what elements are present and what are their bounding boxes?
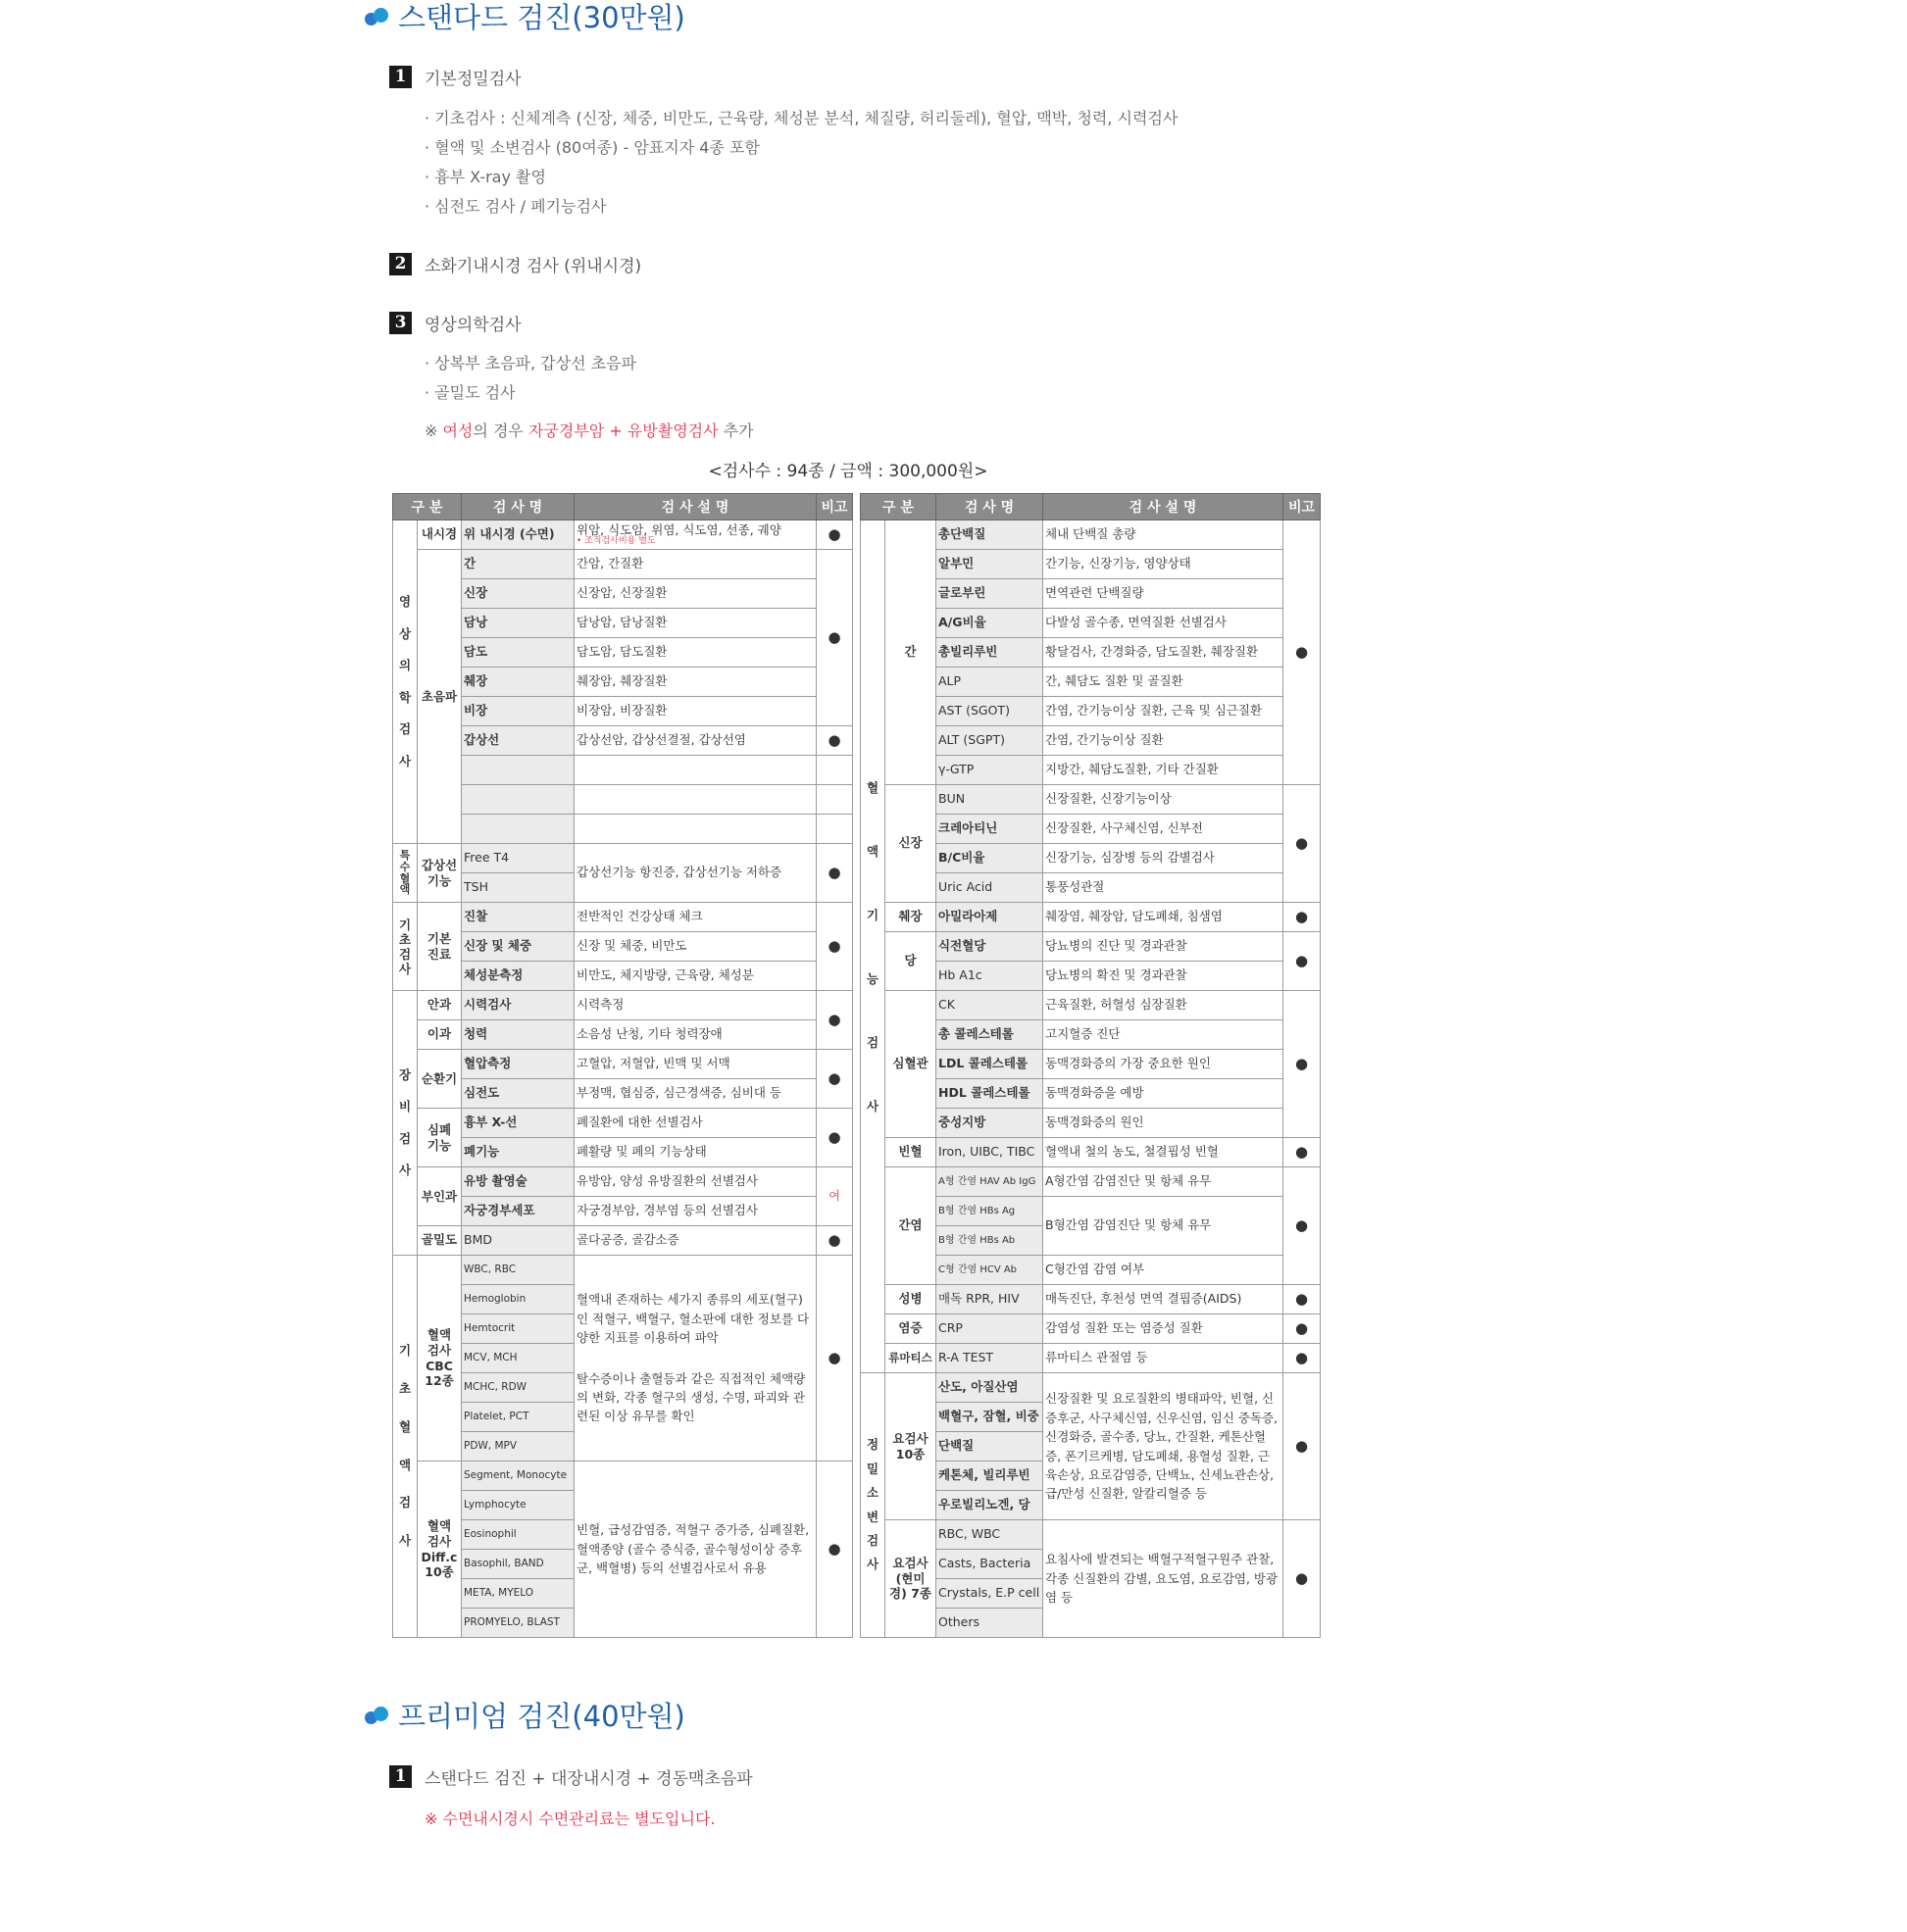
test-desc: 갑상선암, 갑상선결절, 갑상선염 (575, 726, 817, 756)
women-note: ※ 여성의 경우 자궁경부암 + 유방촬영검사 추가 (425, 421, 754, 440)
remark-mark: ● (817, 726, 853, 756)
test-name: 시력검사 (462, 991, 575, 1020)
test-desc: 신장질환, 신장기능이상 (1043, 785, 1283, 815)
test-desc: 신장암, 신장질환 (575, 579, 817, 609)
cat: 간 (885, 520, 936, 785)
test-desc: 췌장염, 췌장암, 담도폐쇄, 침샘염 (1043, 903, 1283, 932)
test-desc: 류마티스 관절염 등 (1043, 1344, 1283, 1373)
cat: 부인과 (418, 1167, 462, 1226)
cat: 심혈관 (885, 991, 936, 1138)
test-name: RBC, WBC (936, 1520, 1043, 1550)
test-name: Basophil, BAND (462, 1550, 575, 1579)
test-name: TSH (462, 873, 575, 903)
test-desc: 황달검사, 간경화증, 담도질환, 췌장질환 (1043, 638, 1283, 668)
test-desc: 위암, 식도암, 위염, 식도염, 선종, 궤양 • 조직검사비용 별도 (575, 520, 817, 550)
test-name: 우로빌리노겐, 당 (936, 1491, 1043, 1520)
cat: 췌장 (885, 903, 936, 932)
th-name: 검 사 명 (462, 494, 575, 520)
test-name: C형 간염 HCV Ab (936, 1256, 1043, 1285)
test-desc: 담도암, 담도질환 (575, 638, 817, 668)
cat: 골밀도 (418, 1226, 462, 1256)
test-desc: 당뇨병의 진단 및 경과관찰 (1043, 932, 1283, 962)
test-name: 유방 촬영술 (462, 1167, 575, 1197)
test-name: HDL 콜레스테롤 (936, 1079, 1043, 1109)
th-category: 구 분 (861, 494, 936, 520)
test-desc: 동맥경화증의 가장 중요한 원인 (1043, 1050, 1283, 1079)
test-name: Crystals, E.P cell (936, 1579, 1043, 1609)
cat: 초음파 (418, 550, 462, 844)
test-desc: 다발성 골수종, 면역질환 선별검사 (1043, 609, 1283, 638)
test-name: 청력 (462, 1020, 575, 1050)
test-name: Hemtocrit (462, 1314, 575, 1344)
test-desc: 빈혈, 급성감염증, 적혈구 증가증, 심폐질환, 혈액종양 (골수 증식증, 골수형성이상 증후군, 백혈병) 등의 선별검사로서 유용 (575, 1461, 817, 1638)
test-desc: 신장질환 및 요로질환의 병태파악, 빈혈, 신증후군, 사구체신염, 신우신염, 임신 중독증, 신경화증, 골수종, 당뇨, 간질환, 케톤산혈증, 폰기르케병, 담도폐쇄, 용혈성 질환, 근육손상, 요로감염증, 단백뇨, 신세뇨관손상, 급/만성 신질환, 알칼리혈증 등 (1043, 1373, 1283, 1520)
test-desc: 췌장암, 췌장질환 (575, 668, 817, 697)
cat: 내시경 (418, 520, 462, 550)
remark-mark: ● (1283, 1285, 1321, 1314)
remark-mark: ● (817, 903, 853, 991)
test-name: PROMYELO, BLAST (462, 1609, 575, 1638)
test-desc: 혈액내 철의 농도, 철결핍성 빈혈 (1043, 1138, 1283, 1167)
test-name: BMD (462, 1226, 575, 1256)
test-name: ALP (936, 668, 1043, 697)
test-name: 갑상선 (462, 726, 575, 756)
test-desc: 혈액내 존재하는 세가지 종류의 세포(혈구)인 적혈구, 백혈구, 혈소판에 대한 정보를 다양한 지표를 이용하여 파악 탈수증이나 출혈등과 같은 직접적인 체액량의 변화, 각종 혈구의 생성, 수명, 파괴와 관련된 이상 유무를 확인 (575, 1256, 817, 1461)
test-name: 글로부린 (936, 579, 1043, 609)
test-name: 간 (462, 550, 575, 579)
test-desc: 간염, 간기능이상 질환, 근육 및 심근질환 (1043, 697, 1283, 726)
test-desc: 신장기능, 심장병 등의 감별검사 (1043, 844, 1283, 873)
test-name: WBC, RBC (462, 1256, 575, 1285)
test-desc: 담낭암, 담낭질환 (575, 609, 817, 638)
remark-mark: ● (1283, 932, 1321, 991)
test-name: 담도 (462, 638, 575, 668)
cat: 기본 진료 (418, 903, 462, 991)
test-desc: 간기능, 신장기능, 영양상태 (1043, 550, 1283, 579)
test-name: 산도, 아질산염 (936, 1373, 1043, 1403)
test-desc: 부정맥, 협심증, 심근경색증, 심비대 등 (575, 1079, 817, 1109)
left-table (392, 493, 853, 1638)
test-name: A형 간염 HAV Ab IgG (936, 1167, 1043, 1197)
test-desc: 근육질환, 허혈성 심장질환 (1043, 991, 1283, 1020)
right-table (860, 493, 1321, 1638)
remark-mark: ● (1283, 1138, 1321, 1167)
cat: 신장 (885, 785, 936, 903)
test-name: Free T4 (462, 844, 575, 873)
test-desc: 소음성 난청, 기타 청력장애 (575, 1020, 817, 1050)
test-name: 심전도 (462, 1079, 575, 1109)
test-desc: 통풍성관절 (1043, 873, 1283, 903)
bubble-icon (365, 1706, 390, 1725)
test-name: Uric Acid (936, 873, 1043, 903)
standard-title: 스탠다드 검진(30만원) (365, 0, 685, 36)
test-desc: A형간염 감염진단 및 항체 유무 (1043, 1167, 1283, 1197)
remark-mark: ● (817, 1256, 853, 1461)
remark-mark: ● (1283, 1167, 1321, 1285)
test-name: CRP (936, 1314, 1043, 1344)
premium-title: 프리미엄 검진(40만원) (365, 1695, 685, 1735)
test-desc: 간, 췌담도 질환 및 골질환 (1043, 668, 1283, 697)
test-name: 담낭 (462, 609, 575, 638)
th-remark: 비고 (1283, 494, 1321, 520)
test-name: 아밀라아제 (936, 903, 1043, 932)
bullet: · 기초검사 : 신체계측 (신장, 체중, 비만도, 근육량, 체성분 분석, 체질량, 허리둘레), 혈압, 맥박, 청력, 시력검사 (425, 109, 1179, 127)
test-desc: 간암, 간질환 (575, 550, 817, 579)
test-name: 단백질 (936, 1432, 1043, 1461)
test-name: Casts, Bacteria (936, 1550, 1043, 1579)
test-name: LDL 콜레스테롤 (936, 1050, 1043, 1079)
test-name: R-A TEST (936, 1344, 1043, 1373)
test-name: MCHC, RDW (462, 1373, 575, 1403)
cat: 빈혈 (885, 1138, 936, 1167)
th-category: 구 분 (393, 494, 462, 520)
group-basic-blood: 기초혈액검사 (393, 1256, 418, 1638)
test-name: B/C비율 (936, 844, 1043, 873)
cat: 갑상선 기능 (418, 844, 462, 903)
remark-mark: ● (1283, 1373, 1321, 1520)
test-name: Eosinophil (462, 1520, 575, 1550)
test-desc: 고혈압, 저혈압, 빈맥 및 서맥 (575, 1050, 817, 1079)
test-name: Others (936, 1609, 1043, 1638)
test-name: 흉부 X-선 (462, 1109, 575, 1138)
test-name: 진찰 (462, 903, 575, 932)
remark-mark: ● (1283, 991, 1321, 1138)
cat: 염증 (885, 1314, 936, 1344)
test-name: Hemoglobin (462, 1285, 575, 1314)
cat: 요검사 10종 (885, 1373, 936, 1520)
test-name: AST (SGOT) (936, 697, 1043, 726)
test-name: 췌장 (462, 668, 575, 697)
test-name: CK (936, 991, 1043, 1020)
test-name: 비장 (462, 697, 575, 726)
test-desc: C형간염 감염 여부 (1043, 1256, 1283, 1285)
test-name: 혈압측정 (462, 1050, 575, 1079)
group-special-blood: 특수혈액 (393, 844, 418, 903)
test-desc: 감염성 질환 또는 염증성 질환 (1043, 1314, 1283, 1344)
premium-section-1: 1 스탠다드 검진 + 대장내시경 + 경동맥초음파 (389, 1764, 753, 1789)
th-desc: 검 사 설 명 (575, 494, 817, 520)
cat: 혈액 검사 CBC 12종 (418, 1256, 462, 1461)
test-name: 크레아티닌 (936, 815, 1043, 844)
remark-mark: ● (1283, 785, 1321, 903)
test-desc: 전반적인 건강상태 체크 (575, 903, 817, 932)
test-desc: 지방간, 췌담도질환, 기타 간질환 (1043, 756, 1283, 785)
test-name: 총 콜레스테롤 (936, 1020, 1043, 1050)
group-equipment: 장비검사 (393, 991, 418, 1256)
test-name: 신장 (462, 579, 575, 609)
test-name: 식전혈당 (936, 932, 1043, 962)
test-name: 위 내시경 (수면) (462, 520, 575, 550)
test-name: 케톤체, 빌리루빈 (936, 1461, 1043, 1491)
test-desc: 체내 단백질 총량 (1043, 520, 1283, 550)
remark-mark: ● (817, 520, 853, 550)
test-name: 매독 RPR, HIV (936, 1285, 1043, 1314)
test-name: MCV, MCH (462, 1344, 575, 1373)
cat: 혈액 검사 Diff.c 10종 (418, 1461, 462, 1638)
test-name: B형 간염 HBs Ab (936, 1226, 1043, 1256)
section-1: 1 기본정밀검사 (389, 65, 522, 89)
test-name: 폐기능 (462, 1138, 575, 1167)
test-name: Iron, UIBC, TIBC (936, 1138, 1043, 1167)
cat: 이과 (418, 1020, 462, 1050)
section-2: 2 소화기내시경 검사 (위내시경) (389, 252, 641, 276)
test-name: BUN (936, 785, 1043, 815)
bullet: · 골밀도 검사 (425, 383, 516, 402)
group-urine: 정밀소변검사 (861, 1373, 885, 1638)
cat: 순환기 (418, 1050, 462, 1109)
test-name: Platelet, PCT (462, 1403, 575, 1432)
bullet: · 상복부 초음파, 갑상선 초음파 (425, 354, 636, 372)
test-desc: 골다공증, 골감소증 (575, 1226, 817, 1256)
test-name: 알부민 (936, 550, 1043, 579)
remark-mark: ● (817, 1461, 853, 1638)
th-remark: 비고 (817, 494, 853, 520)
cat: 당 (885, 932, 936, 991)
remark-mark: ● (817, 1226, 853, 1256)
test-name: γ-GTP (936, 756, 1043, 785)
remark-mark: ● (817, 550, 853, 726)
test-name: 신장 및 체중 (462, 932, 575, 962)
test-name: 자궁경부세포 (462, 1197, 575, 1226)
test-desc: 매독진단, 후천성 면역 결핍증(AIDS) (1043, 1285, 1283, 1314)
test-name: PDW, MPV (462, 1432, 575, 1461)
test-name: 총빌리루빈 (936, 638, 1043, 668)
cat: 간염 (885, 1167, 936, 1285)
test-desc: 신장 및 체중, 비만도 (575, 932, 817, 962)
cat: 심폐 기능 (418, 1109, 462, 1167)
bullet: · 흉부 X-ray 촬영 (425, 168, 546, 186)
th-name: 검 사 명 (936, 494, 1043, 520)
test-desc: 비만도, 체지방량, 근육량, 체성분 (575, 962, 817, 991)
summary: <검사수 : 94종 / 금액 : 300,000원> (708, 462, 988, 481)
test-desc: 면역관련 단백질량 (1043, 579, 1283, 609)
test-desc: 비장암, 비장질환 (575, 697, 817, 726)
test-name: META, MYELO (462, 1579, 575, 1609)
group-imaging: 영상의학검사 (393, 520, 418, 844)
test-name: 중성지방 (936, 1109, 1043, 1138)
th-desc: 검 사 설 명 (1043, 494, 1283, 520)
cat: 요검사 (현미경) 7종 (885, 1520, 936, 1638)
cat: 안과 (418, 991, 462, 1020)
test-desc: 자궁경부암, 경부염 등의 선별검사 (575, 1197, 817, 1226)
bullet: · 혈액 및 소변검사 (80여종) - 암표지자 4종 포함 (425, 138, 760, 157)
test-desc: 간염, 간기능이상 질환 (1043, 726, 1283, 756)
remark-women: 여 (817, 1167, 853, 1226)
premium-note: ※ 수면내시경시 수면관리료는 별도입니다. (425, 1809, 716, 1828)
bubble-icon (365, 7, 390, 26)
test-name: Lymphocyte (462, 1491, 575, 1520)
cat: 성병 (885, 1285, 936, 1314)
remark-mark: ● (1283, 903, 1321, 932)
test-desc: 동맥경화증의 원인 (1043, 1109, 1283, 1138)
remark-mark: ● (817, 991, 853, 1050)
test-name: A/G비율 (936, 609, 1043, 638)
section-3: 3 영상의학검사 (389, 311, 522, 335)
remark-mark: ● (1283, 1344, 1321, 1373)
test-desc: 요침사에 발견되는 백혈구적혈구원주 관찰, 각종 신질환의 감별, 요도염, 요로감염, 방광염 등 (1043, 1520, 1283, 1638)
group-basic: 기초검사 (393, 903, 418, 991)
test-name: ALT (SGPT) (936, 726, 1043, 756)
test-desc: 고지혈증 진단 (1043, 1020, 1283, 1050)
remark-mark: ● (1283, 520, 1321, 785)
group-blood-function: 혈액기능검사 (861, 520, 885, 1373)
remark-mark: ● (1283, 1314, 1321, 1344)
test-desc: B형간염 감염진단 및 항체 유무 (1043, 1197, 1283, 1256)
test-name: Segment, Monocyte (462, 1461, 575, 1491)
test-desc: 신장질환, 사구체신염, 신부전 (1043, 815, 1283, 844)
test-name: B형 간염 HBs Ag (936, 1197, 1043, 1226)
remark-mark: ● (817, 1050, 853, 1109)
test-desc: 폐활량 및 폐의 기능상태 (575, 1138, 817, 1167)
test-desc: 폐질환에 대한 선별검사 (575, 1109, 817, 1138)
remark-mark: ● (817, 1109, 853, 1167)
remark-mark: ● (1283, 1520, 1321, 1638)
test-name: 총단백질 (936, 520, 1043, 550)
test-desc: 시력측정 (575, 991, 817, 1020)
test-desc: 당뇨병의 확진 및 경과관찰 (1043, 962, 1283, 991)
remark-mark: ● (817, 844, 853, 903)
test-name: 체성분측정 (462, 962, 575, 991)
test-name: 백혈구, 잠혈, 비중 (936, 1403, 1043, 1432)
test-desc: 유방암, 양성 유방질환의 선별검사 (575, 1167, 817, 1197)
test-desc: 동맥경화증을 예방 (1043, 1079, 1283, 1109)
test-name: Hb A1c (936, 962, 1043, 991)
test-desc: 갑상선기능 항진증, 갑상선기능 저하증 (575, 844, 817, 903)
cat: 류마티스 (885, 1344, 936, 1373)
bullet: · 심전도 검사 / 폐기능검사 (425, 197, 607, 216)
